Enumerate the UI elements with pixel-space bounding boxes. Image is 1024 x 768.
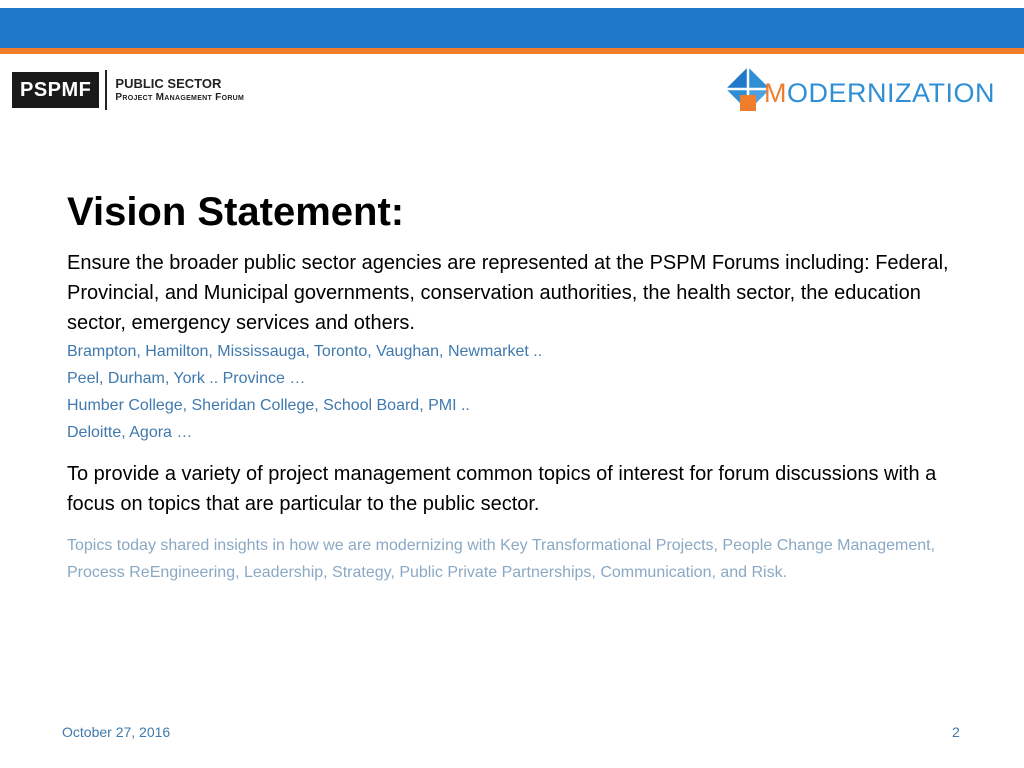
vision-paragraph-1: Ensure the broader public sector agencies are represented at the PSPM Forums including: Federal, Provincial, and Municipal governments, conservation authorities, the health sector, the education sector, emergency services and others. (67, 252, 949, 334)
pspmf-logo-abbr: PSPMF (12, 72, 99, 108)
modernization-wordmark-m: M (764, 77, 787, 108)
pspmf-logo-line2: Project Management Forum (115, 91, 245, 103)
pspmf-logo-line1: PUBLIC SECTOR (115, 75, 222, 91)
footer-date: October 27, 2016 (62, 724, 171, 740)
modernization-logo (724, 64, 1016, 114)
slide-title: Vision Statement: (67, 190, 405, 234)
modernization-wordmark (764, 78, 995, 109)
pspmf-logo-divider (105, 70, 107, 110)
footer-page-number: 2 (952, 724, 960, 740)
sub-line-private: Deloitte, Agora … (67, 424, 193, 441)
modernization-wordmark-rest: ODERNIZATION (787, 77, 995, 108)
topics-paragraph: Topics today shared insights in how we are modernizing with Key Transformational Projects, People Change Management, Process ReEngineering, Leadership, Strategy, Public Private Partnerships, Communication, and Risk. (67, 537, 936, 581)
pspmf-logo (12, 70, 244, 110)
sub-line-education: Humber College, Sheridan College, School Board, PMI .. (67, 397, 470, 414)
header-blue-bar (0, 8, 1024, 48)
slide-content (67, 186, 967, 586)
header-orange-stripe (0, 48, 1024, 54)
vision-paragraph-2: To provide a variety of project management common topics of interest for forum discussions with a focus on topics that are particular to the public sector. (67, 463, 937, 515)
pspmf-logo-text (115, 76, 244, 105)
sub-line-regions: Peel, Durham, York .. Province … (67, 370, 306, 387)
sub-line-municipalities: Brampton, Hamilton, Mississauga, Toronto, Vaughan, Newmarket .. (67, 343, 543, 360)
